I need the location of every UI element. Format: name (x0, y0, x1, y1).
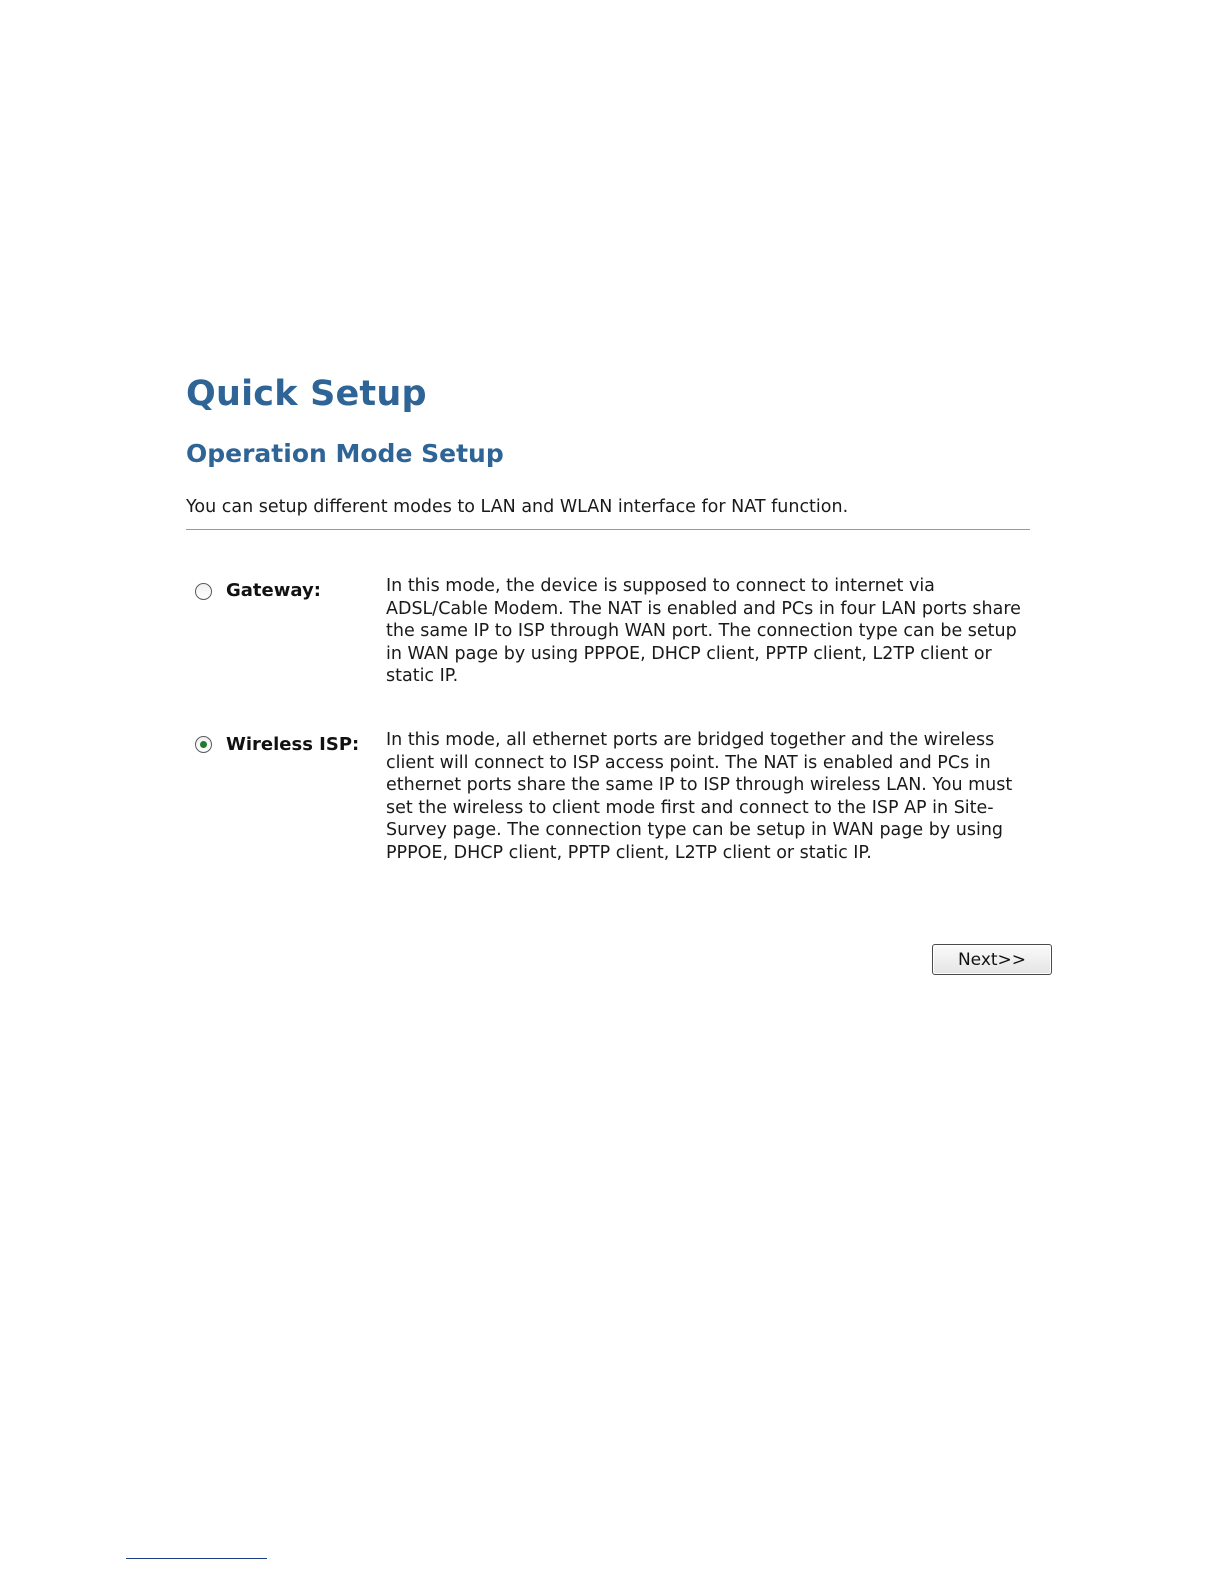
section-title: Operation Mode Setup (186, 439, 504, 468)
mode-row-gateway (186, 575, 1052, 688)
next-button[interactable]: Next>> (932, 944, 1052, 975)
gateway-label: Gateway: (226, 580, 321, 601)
wireless-isp-radio[interactable] (195, 736, 212, 753)
gateway-radio[interactable] (195, 583, 212, 600)
page-title: Quick Setup (186, 374, 427, 414)
divider (186, 529, 1030, 530)
mode-row-wireless-isp (186, 729, 1052, 865)
gateway-description: In this mode, the device is supposed to connect to internet via ADSL/Cable Modem. The NAT is enabled and PCs in four LAN ports share the same IP to ISP through WAN port. The connection type can be setup in WAN page by using PPPOE, DHCP client, PPTP client, L2TP client or static IP. (386, 576, 1021, 687)
footnote-divider (126, 1558, 267, 1559)
operation-mode-list (186, 575, 1052, 865)
intro-text: You can setup different modes to LAN and WLAN interface for NAT function. (186, 497, 849, 517)
quick-setup-page (186, 368, 1052, 865)
mode-option-gateway[interactable] (186, 579, 386, 603)
wireless-isp-label: Wireless ISP: (226, 733, 360, 755)
wireless-isp-description: In this mode, all ethernet ports are bridged together and the wireless client will connect to ISP access point. The NAT is enabled and PCs in ethernet ports share the same IP to ISP through wireless LAN. You must set the wireless to client mode first and connect to the ISP AP in Site-Survey page. The connection type can be setup in WAN page by using PPPOE, DHCP client, PPTP client, L2TP client or static IP. (386, 729, 1013, 863)
mode-option-wireless-isp[interactable] (186, 733, 386, 757)
actions-bar (932, 944, 1052, 975)
